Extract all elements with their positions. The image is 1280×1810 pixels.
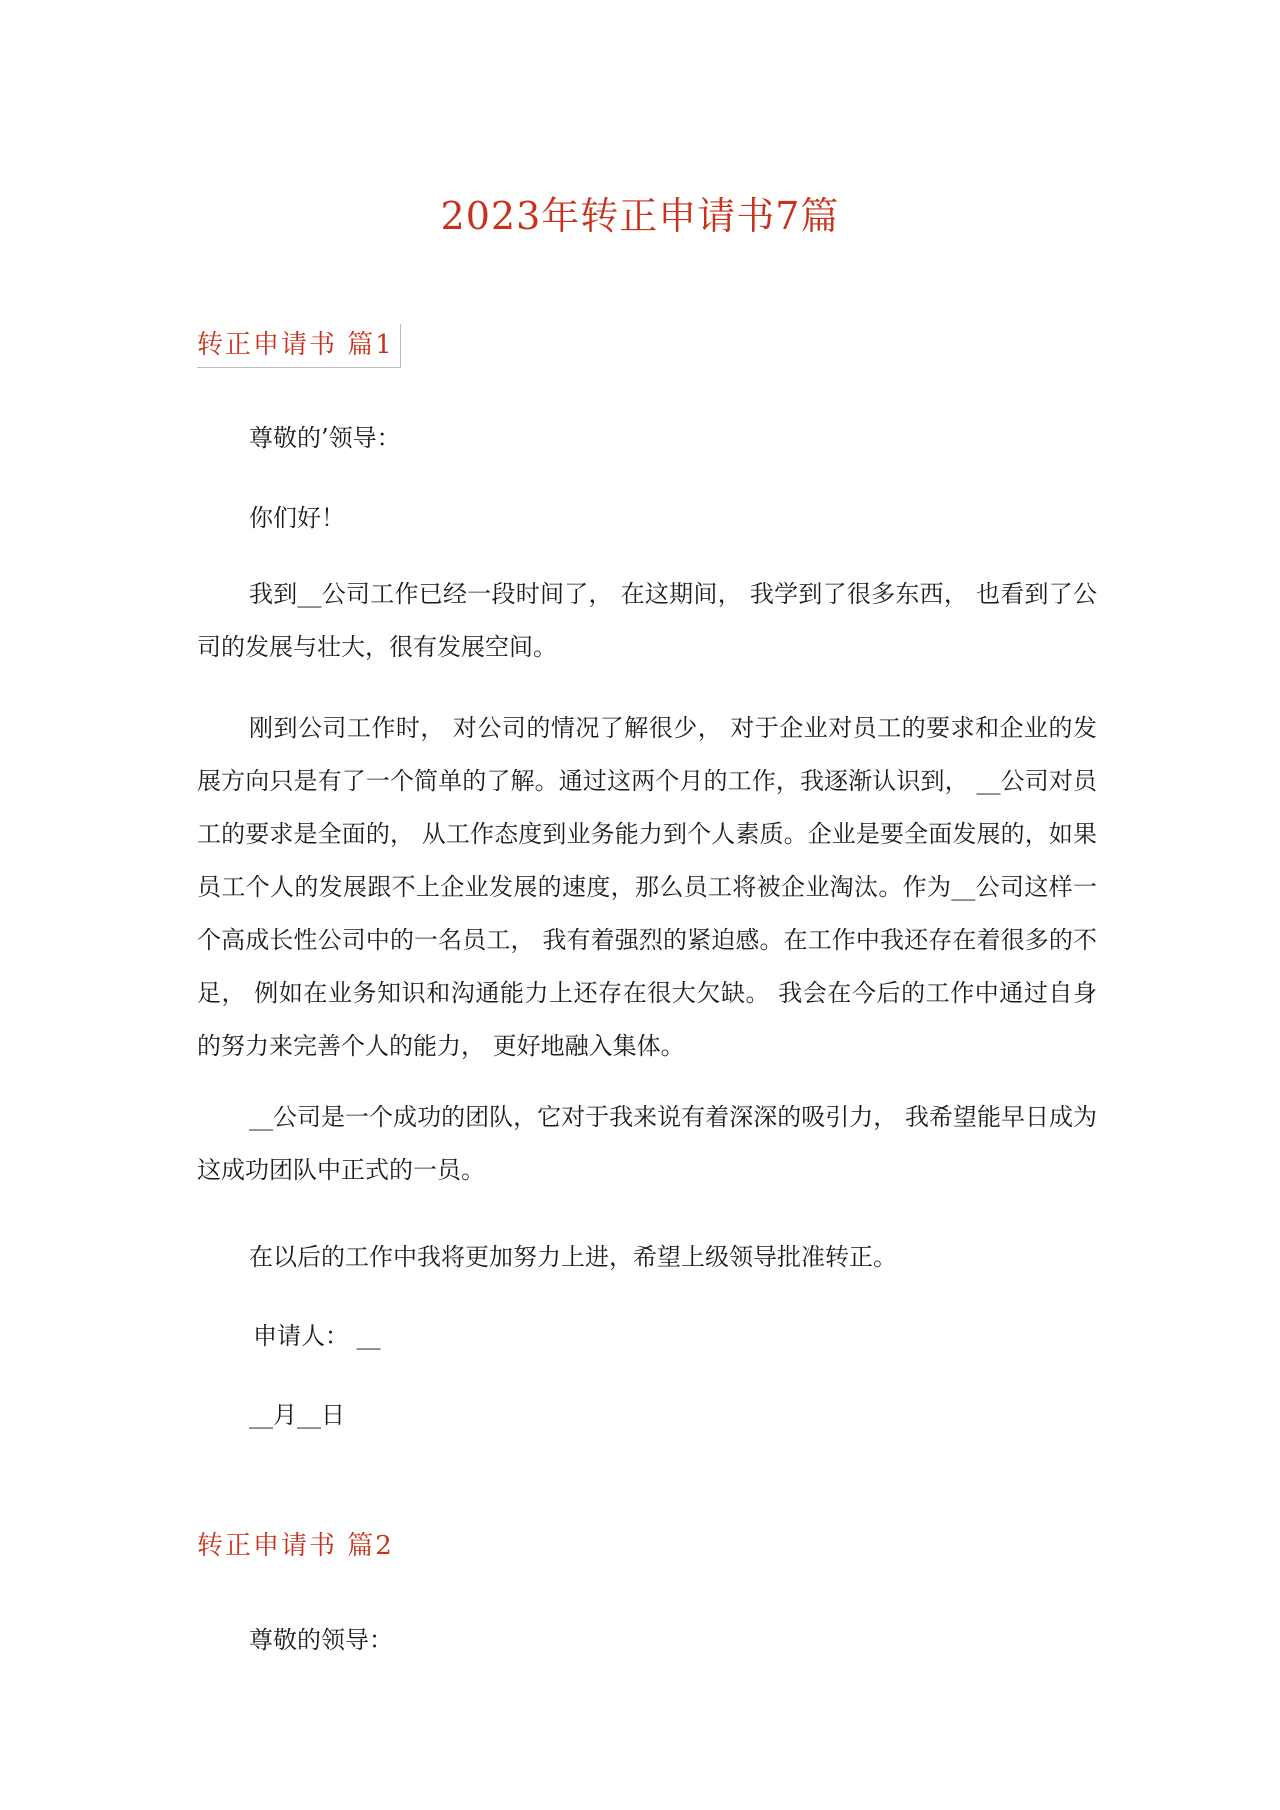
section-1-greeting: 你们好！ bbox=[249, 504, 345, 532]
section-1-paragraph-2: 刚到公司工作时， 对公司的情况了解很少， 对于企业对员工的要求和企业的发展方向只是有了一个简单的了解。通过这两个月的工作，我逐渐认识到， __公司对员工的要求是全面的， 从工作态度到业务能力到个人素质。企业是要全面发展的，如果员工个人的发展跟不上企业发展的速度，那么员工将被企业淘汰。作为__公司这样一个高成长性公司中的一名员工， 我有着强烈的紧迫感。在工作中我还存在着很多的不足， 例如在业务知识和沟通能力上还存在很大欠缺。 我会在今后的工作中通过自身的努力来完善个人的能力， 更好地融入集体。 bbox=[197, 714, 1097, 1060]
section-1-paragraph-3: __公司是一个成功的团队，它对于我来说有着深深的吸引力， 我希望能早日成为这成功团队中正式的一员。 bbox=[197, 1103, 1097, 1184]
section-2-heading: 转正申请书 篇2 bbox=[197, 1531, 394, 1561]
section-2-salutation: 尊敬的领导： bbox=[249, 1626, 393, 1654]
section-1-applicant: 申请人： __ bbox=[253, 1322, 381, 1350]
section-1-paragraph-1: 我到__公司工作已经一段时间了， 在这期间， 我学到了很多东西， 也看到了公司的发展与壮大，很有发展空间。 bbox=[197, 580, 1097, 661]
section-1-date: __月__日 bbox=[249, 1401, 345, 1429]
document-title: 2023年转正申请书7篇 bbox=[440, 194, 840, 238]
section-1-heading: 转正申请书 篇1 bbox=[197, 324, 401, 368]
section-1-paragraph-4: 在以后的工作中我将更加努力上进，希望上级领导批准转正。 bbox=[249, 1243, 897, 1271]
section-1-salutation: 尊敬的’领导： bbox=[249, 424, 401, 452]
